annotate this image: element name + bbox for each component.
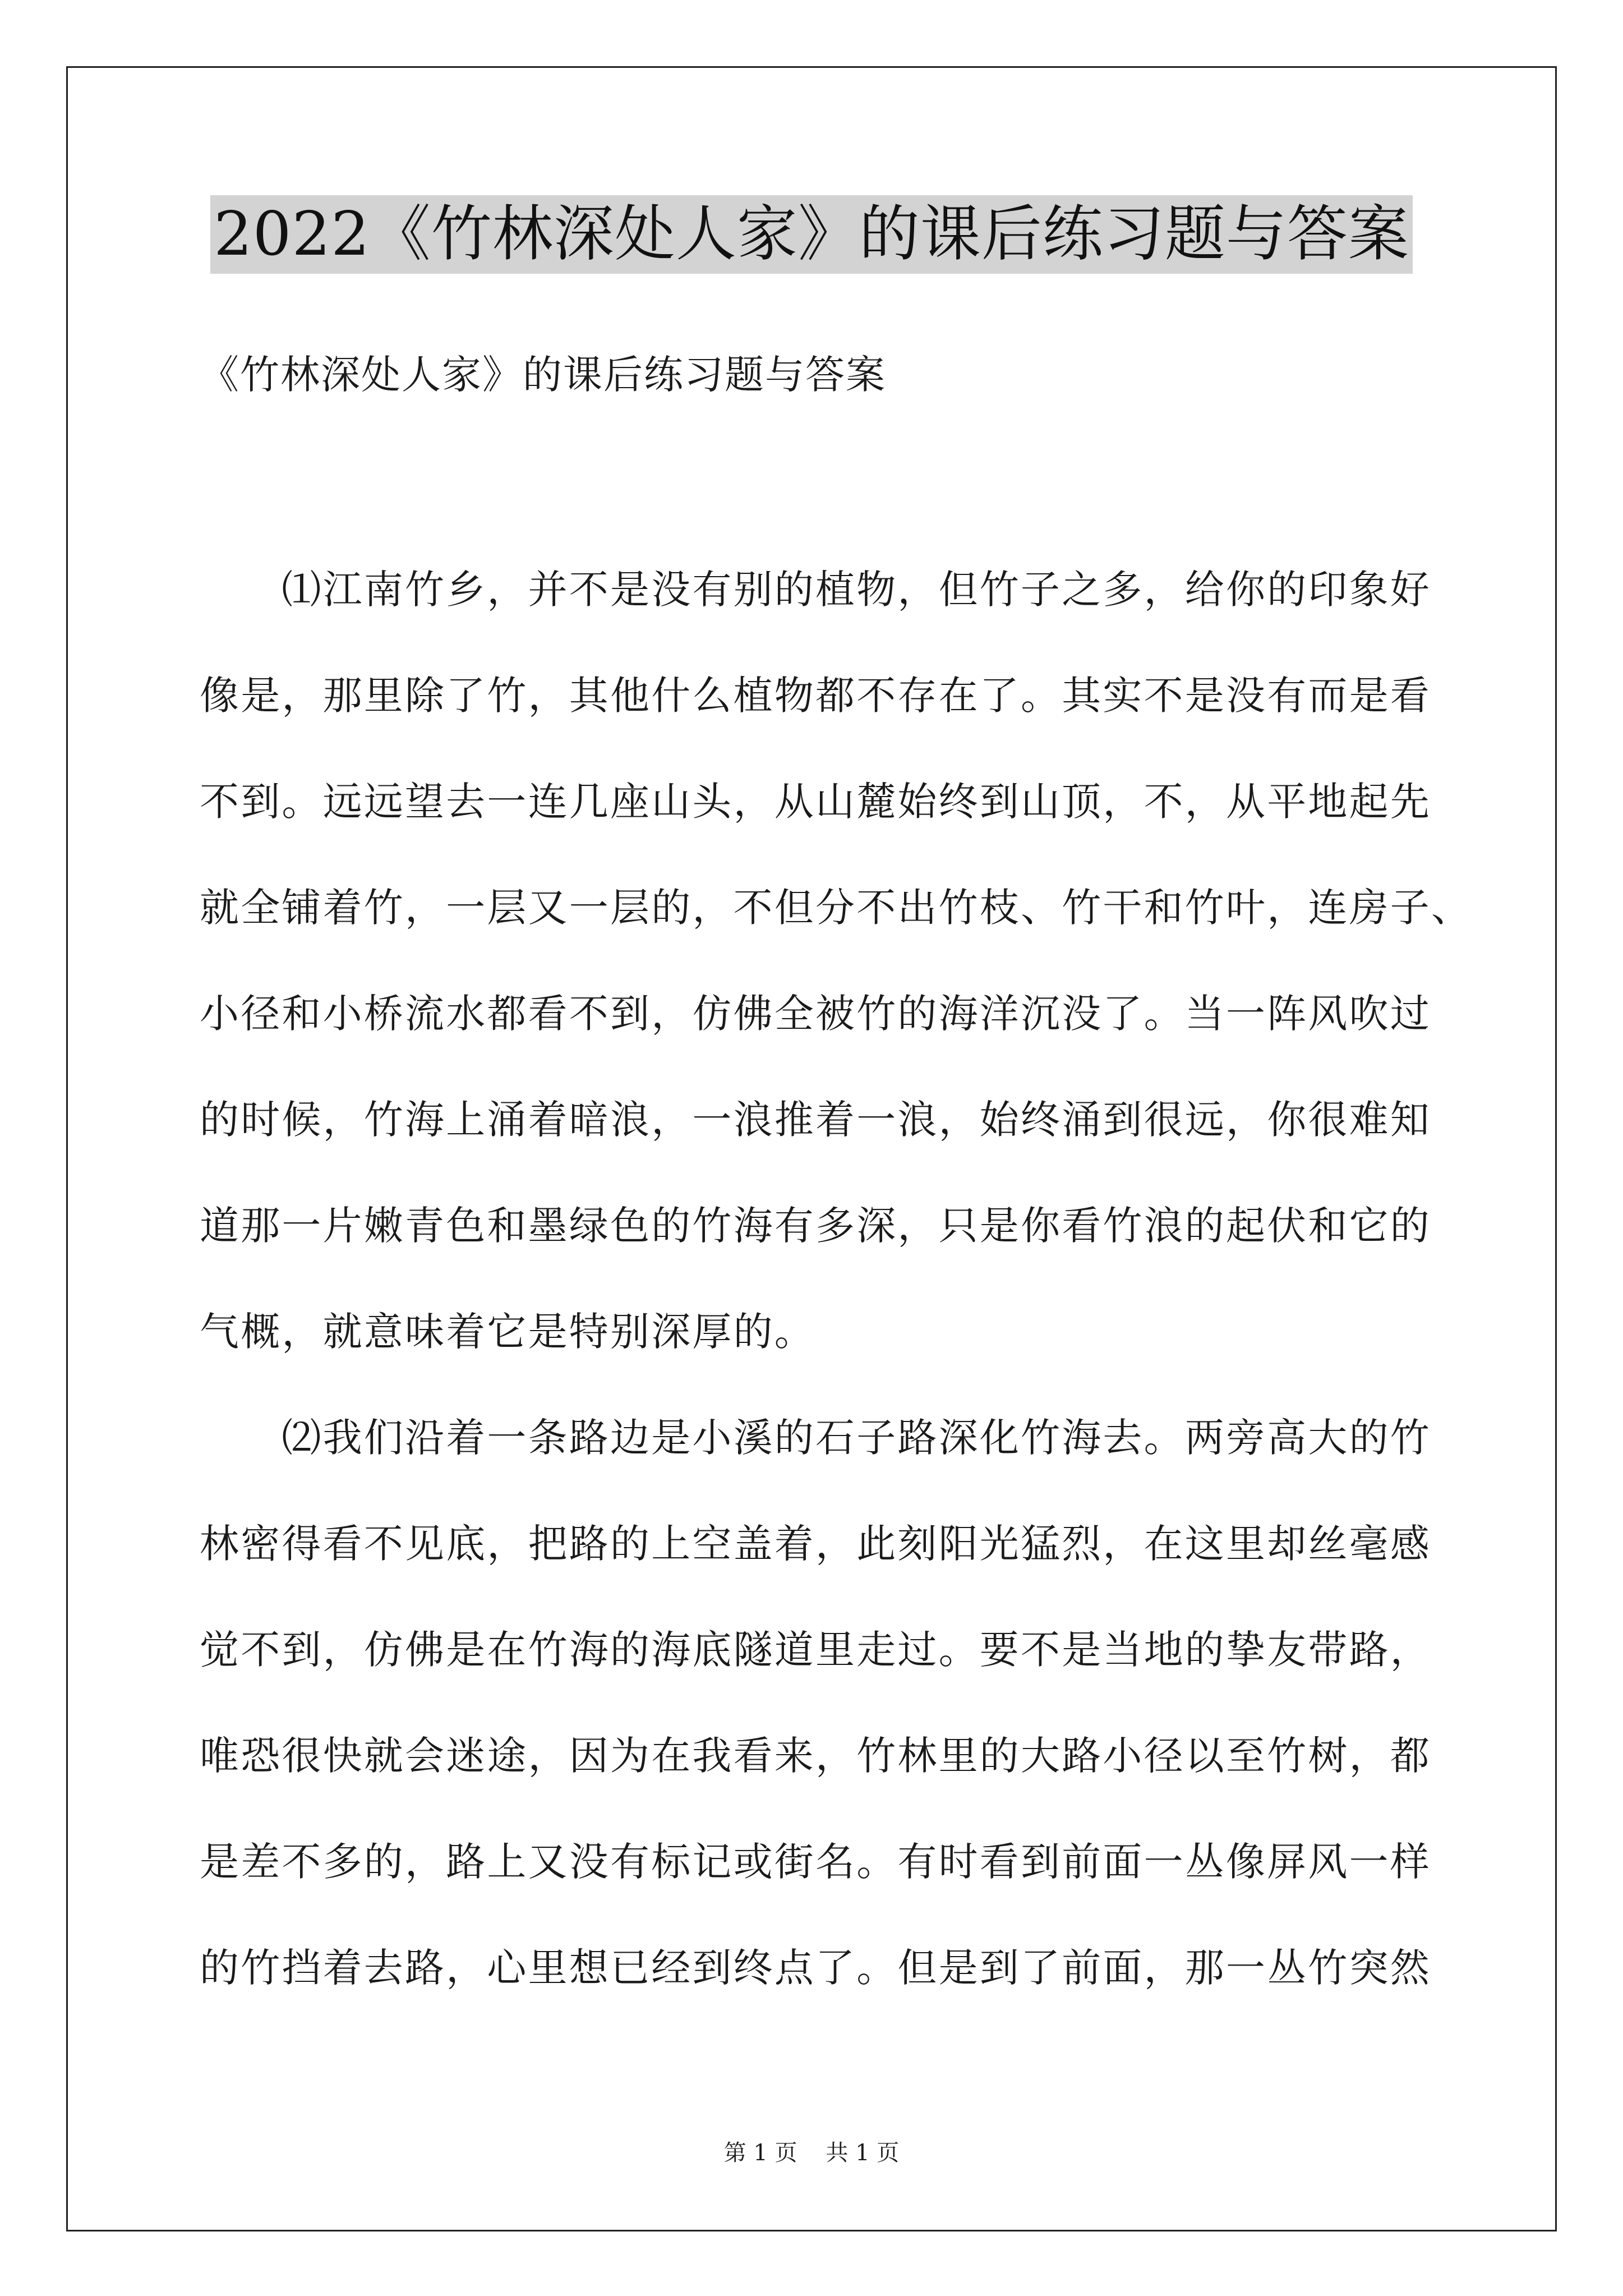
body-line: 林密得看不见底，把路的上空盖着，此刻阳光猛烈，在这里却丝毫感 bbox=[200, 1521, 1431, 1567]
body-line: 就全铺着竹，一层又一层的，不但分不出竹枝、竹干和竹叶，连房子、 bbox=[200, 885, 1473, 931]
body-line: 不到。远远望去一连几座山头，从山麓始终到山顶，不，从平地起先 bbox=[200, 779, 1431, 825]
body-line: 的竹挡着去路，心里想已经到终点了。但是到了前面，那一丛竹突然 bbox=[200, 1945, 1431, 1991]
body-line: ⑴江南竹乡，并不是没有别的植物，但竹子之多，给你的印象好 bbox=[200, 567, 1431, 613]
title-container bbox=[0, 195, 1623, 274]
body-line: 觉不到，仿佛是在竹海的海底隧道里走过。要不是当地的挚友带路， bbox=[200, 1627, 1431, 1673]
page-number-footer: 第 1 页 共 1 页 bbox=[723, 2140, 900, 2166]
body-line: 气概，就意味着它是特别深厚的。 bbox=[200, 1309, 815, 1355]
body-line: 的时候，竹海上涌着暗浪，一浪推着一浪，始终涌到很远，你很难知 bbox=[200, 1097, 1431, 1143]
body-line: 唯恐很快就会迷途，因为在我看来，竹林里的大路小径以至竹树，都 bbox=[200, 1733, 1431, 1779]
body-line: 小径和小桥流水都看不到，仿佛全被竹的海洋沉没了。当一阵风吹过 bbox=[200, 991, 1431, 1037]
document-title: 2022《竹林深处人家》的课后练习题与答案 bbox=[210, 195, 1413, 274]
body-line: 道那一片嫩青色和墨绿色的竹海有多深，只是你看竹浪的起伏和它的 bbox=[200, 1203, 1431, 1249]
body-line: ⑵我们沿着一条路边是小溪的石子路深化竹海去。两旁高大的竹 bbox=[200, 1415, 1431, 1461]
document-subtitle: 《竹林深处人家》的课后练习题与答案 bbox=[200, 352, 886, 398]
body-line: 像是，那里除了竹，其他什么植物都不存在了。其实不是没有而是看 bbox=[200, 673, 1431, 719]
body-line: 是差不多的，路上又没有标记或街名。有时看到前面一丛像屏风一样 bbox=[200, 1839, 1431, 1885]
